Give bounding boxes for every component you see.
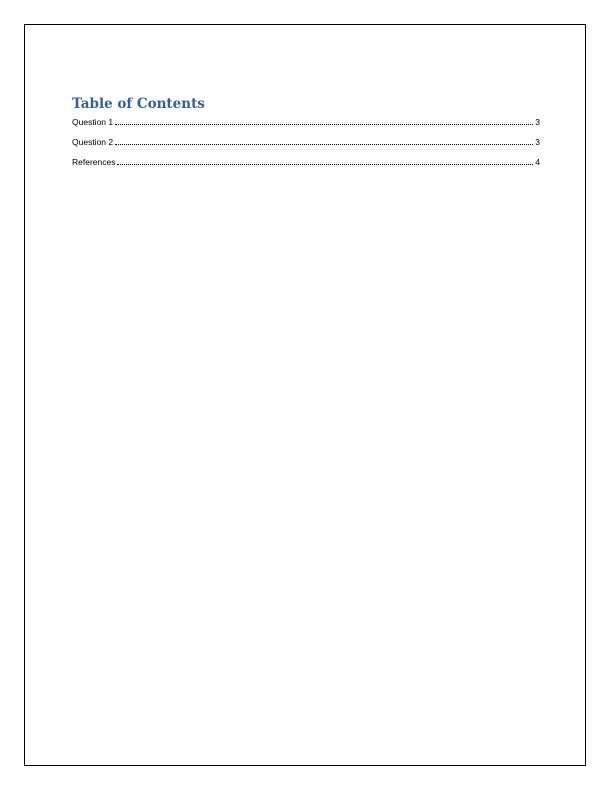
toc-entry-label: References: [72, 157, 116, 167]
toc-entry-question-1[interactable]: [72, 117, 540, 128]
toc-entry-page: 4: [535, 157, 540, 167]
toc-entry-label: Question 2: [72, 137, 114, 147]
toc-entry-page: 3: [535, 137, 540, 147]
toc-entry-question-2[interactable]: [72, 137, 540, 148]
toc-entry-page: 3: [535, 117, 540, 127]
toc-dot-leader: [117, 164, 533, 165]
table-of-contents: [72, 95, 540, 177]
toc-dot-leader: [115, 144, 533, 145]
toc-entry-label: Question 1: [72, 117, 114, 127]
toc-entry-references[interactable]: [72, 157, 540, 168]
toc-list: [72, 117, 540, 168]
toc-title: Table of Contents: [72, 96, 205, 112]
toc-dot-leader: [115, 124, 533, 125]
